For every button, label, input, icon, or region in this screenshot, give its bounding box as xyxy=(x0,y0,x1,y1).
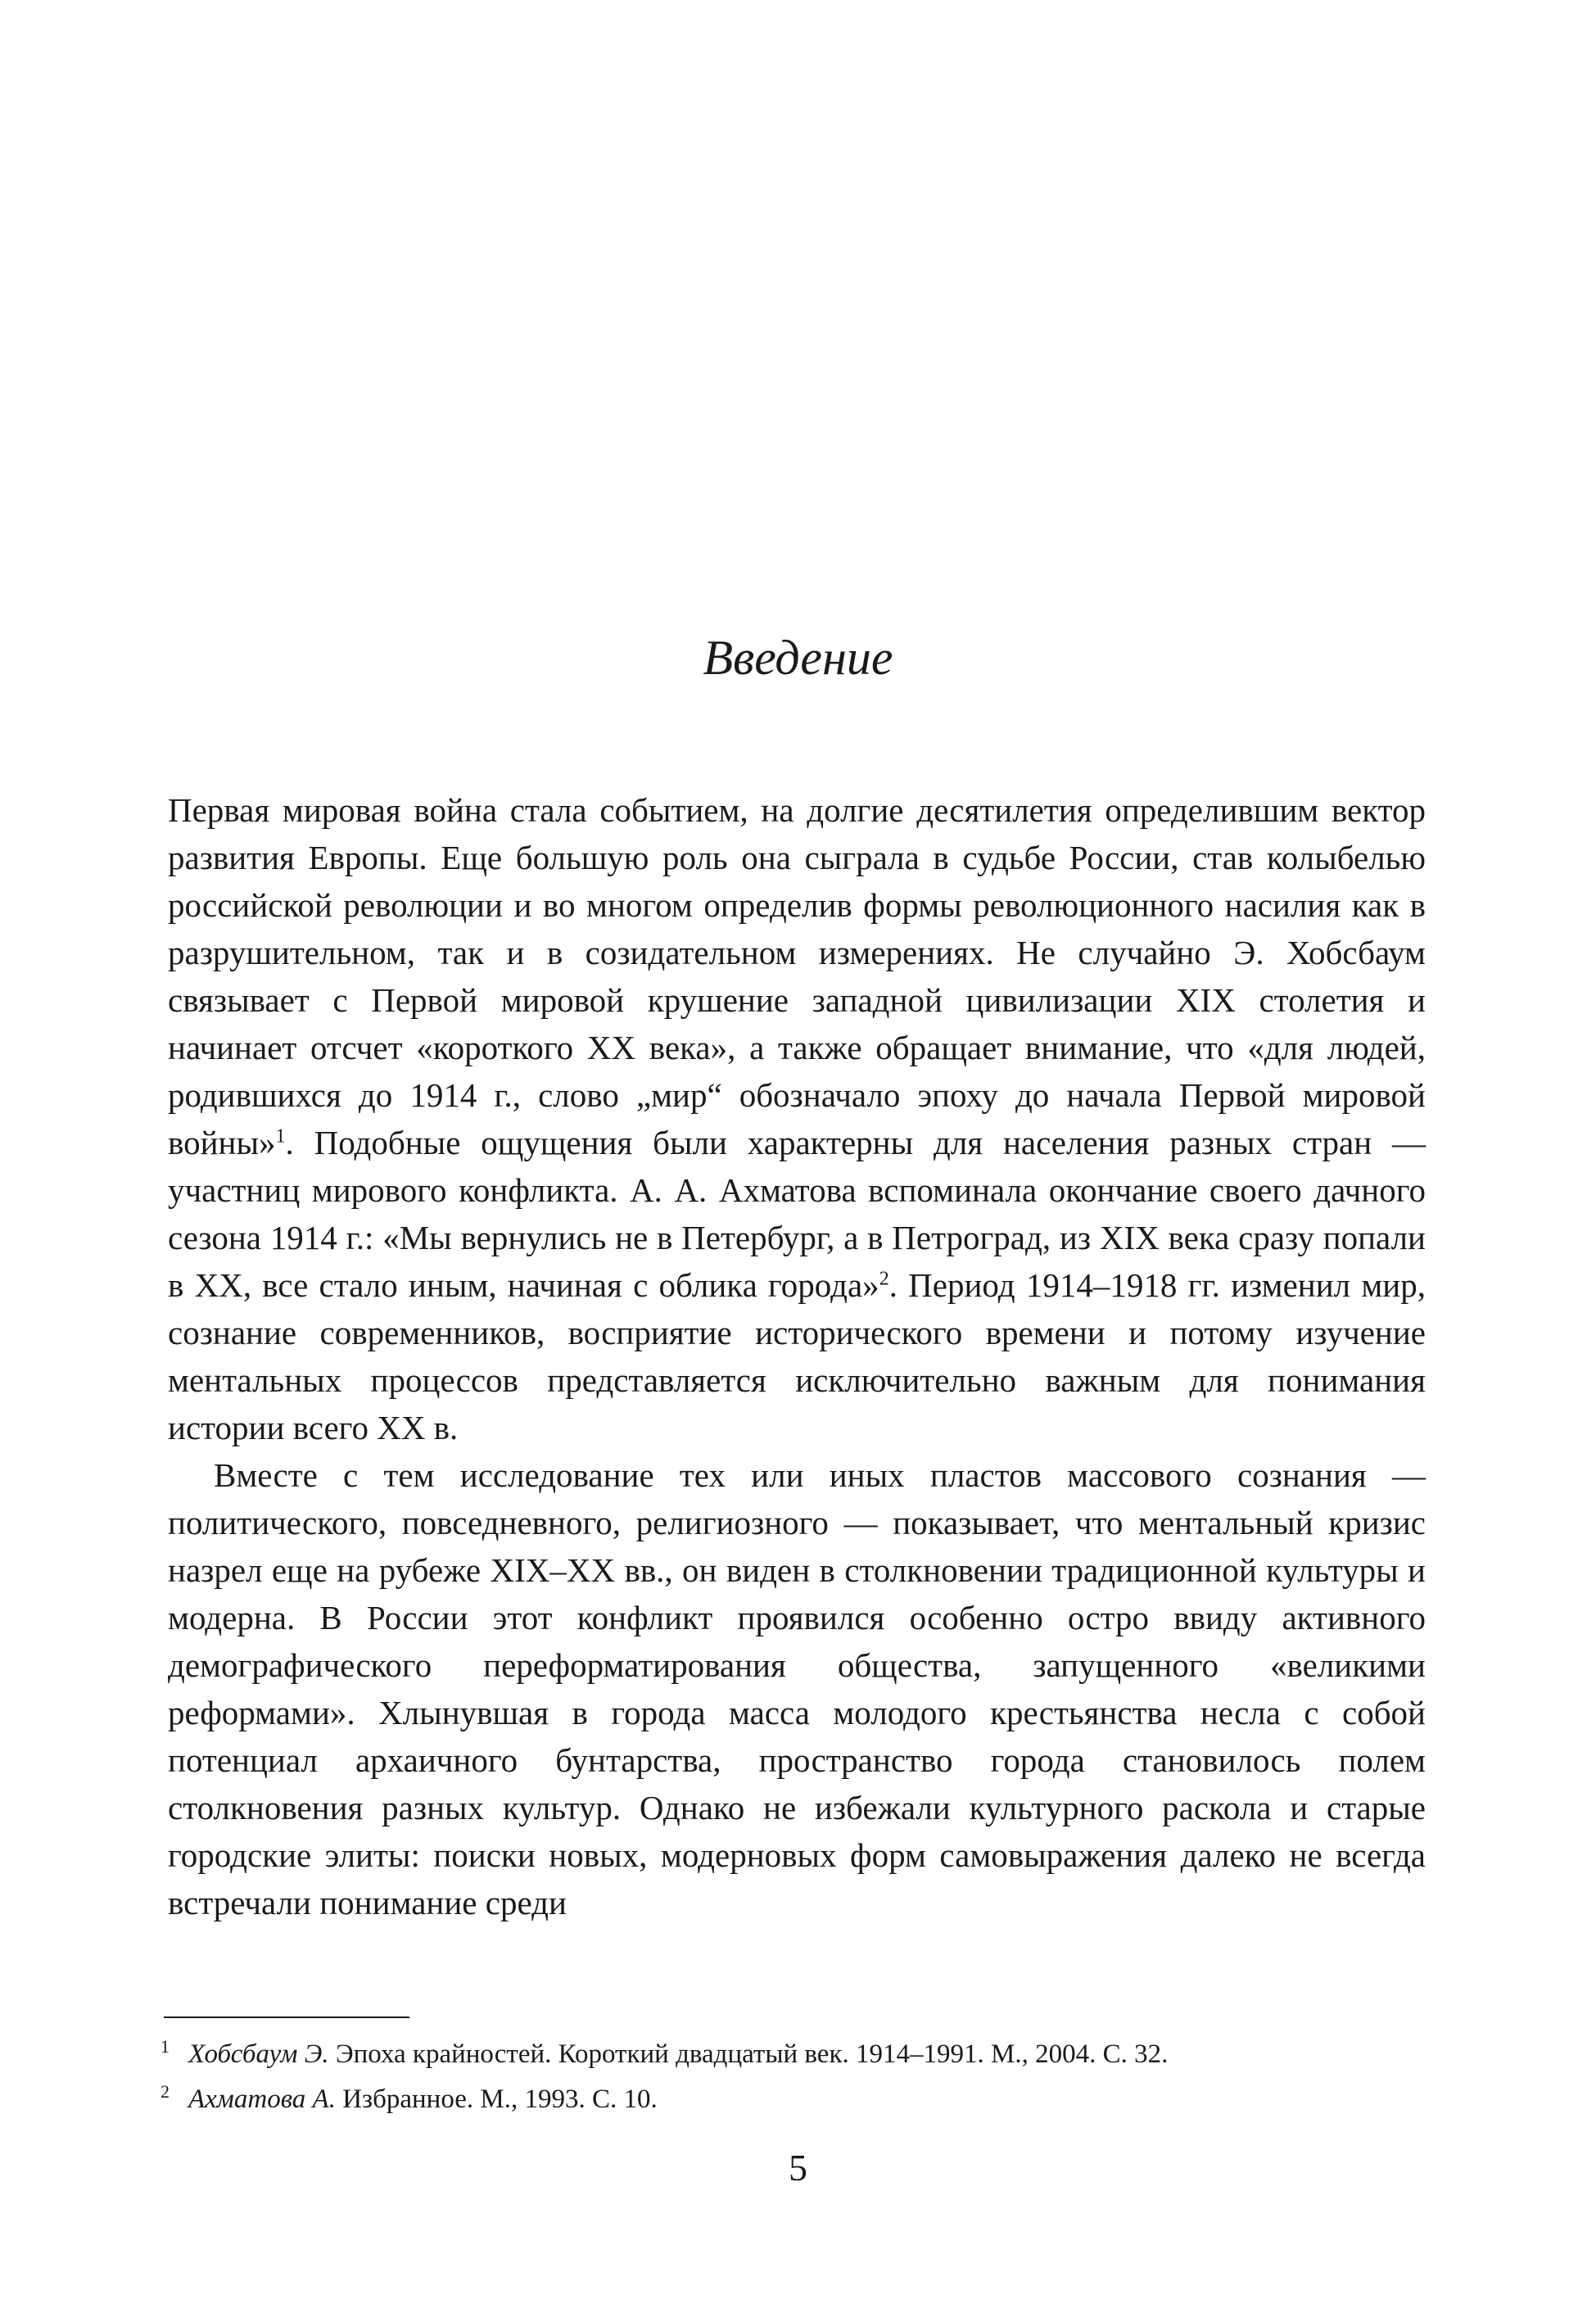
footnote-ref-2[interactable]: 2 xyxy=(879,1268,889,1290)
footnote-divider xyxy=(164,2016,409,2018)
footnote-ref-1[interactable]: 1 xyxy=(275,1125,286,1147)
footnote-2 xyxy=(161,2078,1438,2123)
footnote-2-number: 2 xyxy=(161,2081,170,2102)
footnote-1 xyxy=(161,2033,1438,2078)
footnote-1-text: Эпоха крайностей. Короткий двадцатый век. 1914–1991. М., 2004. С. 32. xyxy=(328,2039,1169,2069)
footnote-1-body xyxy=(188,2033,1168,2075)
paragraph-1-part-b: . Подобные ощущения были характерны для населения разных стран — участниц мирового конфликта. А. А. Ахматова вспоминала окончание своего дачного сезона 1914 г.: «Мы вернулись не в Петербург, а в Петроград, из XIX века сразу попали в XX, все стало иным, начиная с облика города» xyxy=(168,1124,1426,1304)
paragraph-1-part-c: . Период 1914–1918 гг. изменил мир, сознание современников, восприятие исторического времени и потому изучение ментальных процессов представляется исключительно важным для понимания истории всего XX в. xyxy=(168,1266,1426,1446)
paragraph-1-part-a: Первая мировая война стала событием, на долгие десятилетия определившим вектор развития Европы. Еще большую роль она сыграла в судьбе России, став колыбелью российской революции и во многом определив формы революционного насилия как в разрушительном, так и в созидательном измерениях. Не случайно Э. Хобсбаум связывает с Первой мировой крушение западной цивилизации XIX столетия и начинает отсчет «короткого XX века», а также обращает внимание, что «для людей, родившихся до 1914 г., слово „мир“ обозначало эпоху до начала Первой мировой войны» xyxy=(168,791,1426,1161)
paragraph-1 xyxy=(168,786,1426,1451)
footnote-2-body xyxy=(188,2078,658,2121)
footnote-1-number: 1 xyxy=(161,2036,170,2057)
chapter-heading: Введение xyxy=(703,631,893,685)
page-number: 5 xyxy=(789,2147,807,2188)
footnotes xyxy=(161,2033,1438,2123)
footnote-1-author: Хобсбаум Э. xyxy=(188,2039,329,2069)
footnote-2-text: Избранное. М., 1993. С. 10. xyxy=(335,2084,658,2114)
body-text xyxy=(168,786,1426,1926)
footnote-2-author: Ахматова А. xyxy=(188,2084,336,2114)
paragraph-2: Вместе с тем исследование тех или иных пластов массового сознания — политического, повседневного, религиозного — показывает, что ментальный кризис назрел еще на рубеже XIX–XX вв., он виден в столкновении традиционной культуры и модерна. В России этот конфликт проявился особенно остро ввиду активного демографического переформатирования общества, запущенного «великими реформами». Хлынувшая в города масса молодого крестьянства несла с собой потенциал архаичного бунтарства, пространство города становилось полем столкновения разных культур. Однако не избежали культурного раскола и старые городские элиты: поиски новых, модерновых форм самовыражения далеко не всегда встречали понимание среди xyxy=(168,1456,1426,1921)
